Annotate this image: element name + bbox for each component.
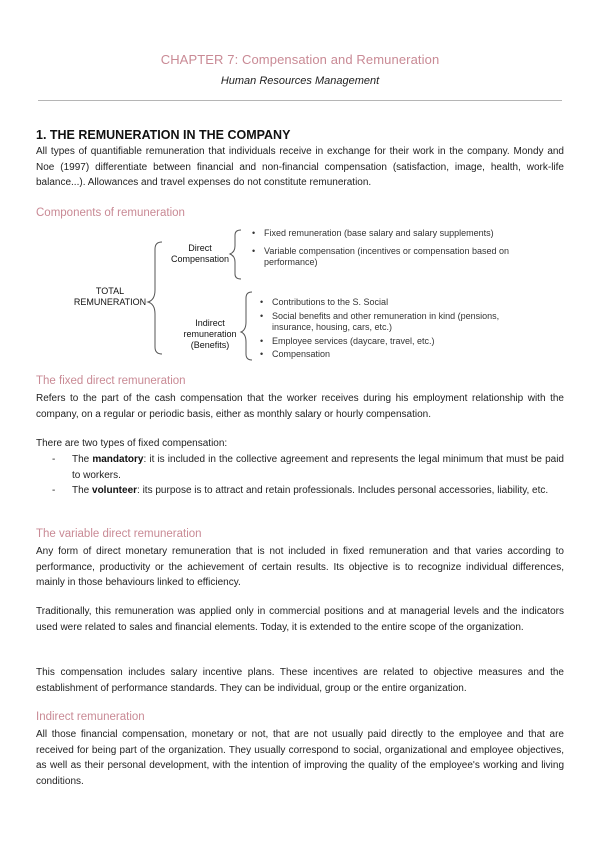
- indirect-label-line3: (Benefits): [190, 340, 230, 350]
- variable-remuneration-paragraph-1: Any form of direct monetary remuneration that is not included in fixed remuneration and that varies according to performance, productivity or the achievement of certain results. Its objective is to recognize individual differences, mainly in those behaviours linked to efficiency.: [36, 546, 564, 589]
- mandatory-term: mandatory: [92, 454, 144, 465]
- direct-label-line2: Compensation: [170, 254, 230, 264]
- indirect-item: • Compensation: [260, 349, 331, 359]
- direct-item: • Fixed remuneration (base salary and salary supplements): [252, 228, 494, 238]
- indirect-label-line1: Indirect: [195, 318, 225, 328]
- bullet-icon: •: [260, 297, 264, 307]
- bullet-icon: •: [260, 311, 264, 321]
- fixed-remuneration-heading: The fixed direct remuneration: [36, 375, 186, 387]
- indirect-item: • Employee services (daycare, travel, etc.): [260, 336, 435, 346]
- dash-icon: -: [52, 485, 56, 496]
- bullet-icon: •: [260, 349, 264, 359]
- bullet-icon: •: [252, 246, 256, 256]
- total-label-line1: TOTAL: [95, 286, 125, 296]
- indirect-item: • Social benefits and other remuneration in kind (pensions, insurance, housing, cars, etc.): [260, 311, 500, 332]
- indirect-remuneration-paragraph: All those financial compensation, monetary or not, that are not usually paid directly to the employee and that are received for being part of the organization. They usually correspond to social, organizational and employee objectives, as well as their personal development, with the intention of improving the quality of the employee's working and living conditions.: [36, 729, 564, 787]
- dash-icon: -: [52, 454, 56, 465]
- document-subtitle: Human Resources Management: [220, 75, 380, 87]
- direct-label-line1: Direct: [188, 243, 212, 253]
- variable-remuneration-paragraph-2: Traditionally, this remuneration was applied only in commercial positions and at managerial levels and the indicators used were related to sales and financial elements. Today, it is extended to the entire scope of the organization.: [36, 606, 564, 633]
- total-label-line2: REMUNERATION: [73, 297, 147, 307]
- total-brace: [148, 242, 162, 354]
- indirect-remuneration-heading: Indirect remuneration: [36, 711, 145, 723]
- variable-remuneration-paragraph-3: This compensation includes salary incentive plans. These incentives are related to objective measures and the establishment of performance standards. They can be individual, group or the entire organization.: [36, 667, 564, 694]
- indirect-label-line2: remuneration: [183, 329, 237, 339]
- components-diagram: [0, 222, 600, 372]
- variable-remuneration-heading: The variable direct remuneration: [36, 528, 202, 540]
- indirect-item: • Contributions to the S. Social: [260, 297, 389, 307]
- fixed-type-item: - The volunteer: its purpose is to attract and retain professionals. Includes personal accessories, liability, etc.: [52, 483, 564, 499]
- direct-item: • Variable compensation (incentives or compensation based on performance): [252, 246, 509, 267]
- section-heading-remuneration: 1. THE REMUNERATION IN THE COMPANY: [36, 128, 291, 142]
- header-divider: [38, 100, 562, 101]
- fixed-types-intro: There are two types of fixed compensation:: [36, 438, 228, 449]
- direct-compensation-label: [165, 243, 235, 265]
- total-remuneration-label: [70, 286, 150, 308]
- fixed-type-item: - The mandatory: it is included in the collective agreement and represents the legal minimum that must be paid to workers.: [52, 454, 564, 481]
- fixed-remuneration-paragraph: Refers to the part of the cash compensation that the worker receives during his employment relationship with the company, on a regular or periodic basis, either as monthly salary or hourly compensation.: [36, 393, 564, 420]
- remuneration-definition-paragraph: All types of quantifiable remuneration that individuals receive in exchange for their work in the company. Mondy and Noe (1997) differentiate between financial and non-financial compensation (satisfaction, image, health, work-life balance...). Allowances and travel expenses do not constitute remuneration.: [36, 146, 564, 189]
- volunteer-term: volunteer: [92, 485, 138, 496]
- indirect-remuneration-label: [172, 318, 248, 351]
- bullet-icon: •: [252, 228, 256, 238]
- chapter-title: CHAPTER 7: Compensation and Remuneration: [160, 52, 440, 67]
- components-heading: Components of remuneration: [36, 207, 185, 219]
- bullet-icon: •: [260, 336, 264, 346]
